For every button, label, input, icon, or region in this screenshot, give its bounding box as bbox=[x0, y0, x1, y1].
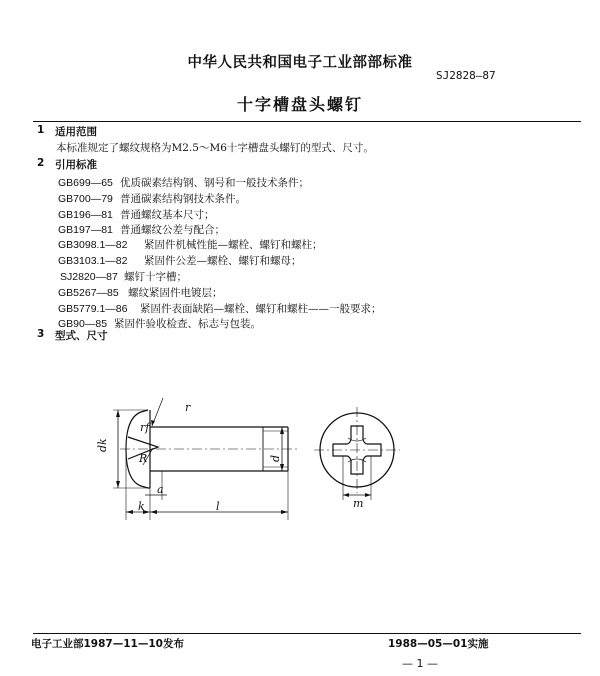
ref-desc: 优质碳素结构钢、钢号和一般技术条件； bbox=[120, 177, 309, 189]
ref-desc: 螺纹紧固件电镀层； bbox=[128, 287, 223, 299]
label-r: r bbox=[185, 401, 191, 414]
label-m: m bbox=[353, 497, 364, 510]
ref-code: GB197—81 bbox=[58, 224, 113, 236]
label-k: k bbox=[138, 500, 145, 513]
ref-desc: 紧固件验收检查、标志与包装。 bbox=[114, 318, 261, 330]
ref-code: GB700—79 bbox=[58, 193, 113, 205]
ref-code: SJ2820—87 bbox=[60, 271, 118, 283]
label-d: d bbox=[269, 454, 282, 462]
ref-code: GB196—81 bbox=[58, 209, 113, 221]
section-1-number: 1 bbox=[37, 124, 45, 136]
effective-date: 1988—05—01实施 bbox=[388, 638, 489, 650]
issue-date: 电子工业部1987—11—10发布 bbox=[31, 638, 184, 650]
label-rf: rf bbox=[140, 421, 150, 434]
ref-code: GB3103.1—82 bbox=[58, 255, 128, 267]
label-a: a bbox=[157, 483, 164, 496]
section-1-body: 本标准规定了螺纹规格为M2.5～M6十字槽盘头螺钉的型式、尺寸。 bbox=[56, 142, 374, 154]
section-2-number: 2 bbox=[37, 157, 45, 169]
ref-desc: 螺钉十字槽； bbox=[124, 271, 187, 283]
ref-desc: 紧固件表面缺陷—螺栓、螺钉和螺柱——一般要求； bbox=[140, 303, 382, 315]
page-number: — 1 — bbox=[402, 657, 438, 670]
standard-code: SJ2828—87 bbox=[436, 69, 496, 82]
ref-code: GB699—65 bbox=[58, 177, 113, 189]
end-view bbox=[314, 407, 400, 500]
ref-desc: 普通螺纹基本尺寸； bbox=[120, 209, 215, 221]
ref-code: GB5267—85 bbox=[58, 287, 119, 299]
ref-desc: 紧固件机械性能—螺栓、螺钉和螺柱； bbox=[144, 239, 323, 251]
issuing-authority-title: 中华人民共和国电子工业部部标准 bbox=[187, 55, 413, 71]
section-2-title: 引用标准 bbox=[55, 159, 97, 171]
ref-code: GB90—85 bbox=[58, 318, 108, 330]
section-1-title: 适用范围 bbox=[55, 126, 97, 138]
ref-desc: 普通螺纹公差与配合； bbox=[120, 224, 225, 236]
ref-code: GB3098.1—82 bbox=[58, 239, 128, 251]
ref-code: GB5779.1—86 bbox=[58, 303, 128, 315]
section-3-title: 型式、尺寸 bbox=[55, 330, 108, 342]
bottom-rule bbox=[33, 633, 581, 634]
section-3-number: 3 bbox=[37, 328, 45, 340]
label-l: l bbox=[216, 500, 220, 513]
document-title: 十字槽盘头螺钉 bbox=[236, 95, 363, 114]
label-dk: dk bbox=[96, 438, 109, 452]
ref-desc: 紧固件公差—螺栓、螺钉和螺母； bbox=[144, 255, 302, 267]
label-R: R bbox=[139, 452, 148, 465]
ref-desc: 普通碳素结构钢技术条件。 bbox=[120, 193, 246, 205]
